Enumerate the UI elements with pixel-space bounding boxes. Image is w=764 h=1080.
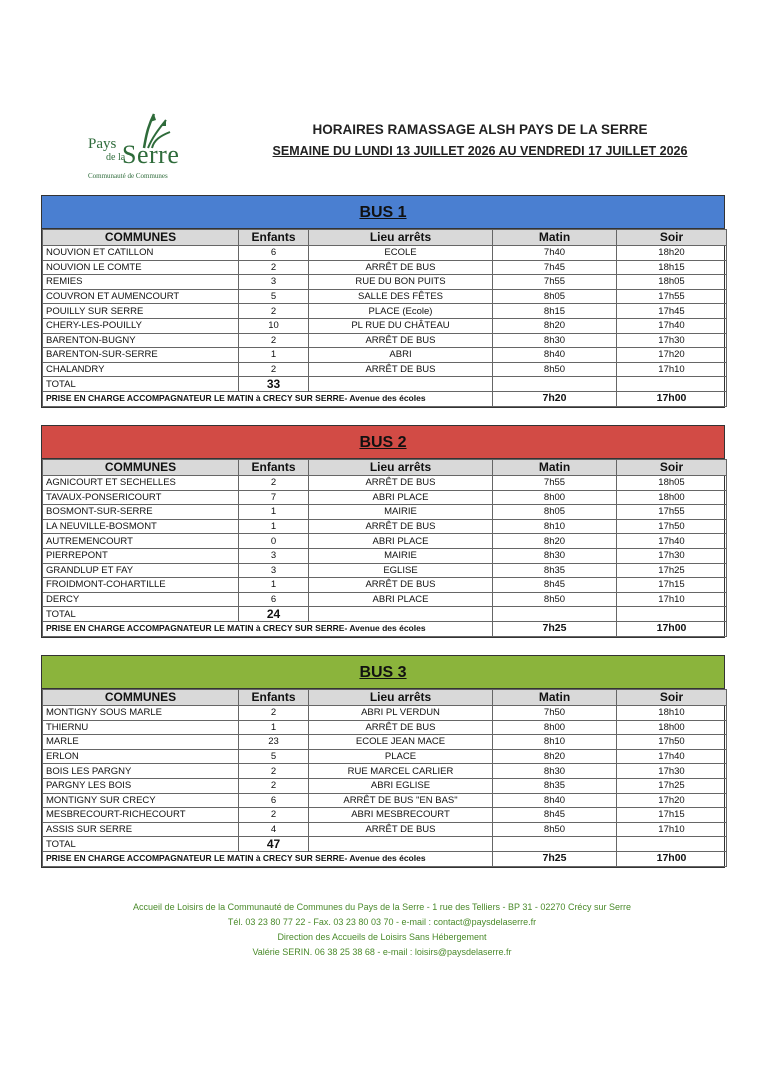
enfants-cell: 1 <box>239 578 309 593</box>
matin-cell: 8h45 <box>493 578 617 593</box>
page-title: HORAIRES RAMASSAGE ALSH PAYS DE LA SERRE <box>312 122 648 137</box>
table-row <box>43 260 727 275</box>
lieu-cell: ARRÊT DE BUS <box>309 260 493 275</box>
empty-cell <box>617 607 727 622</box>
lieu-cell: RUE MARCEL CARLIER <box>309 764 493 779</box>
commune-cell: REMIES <box>43 275 239 290</box>
lieu-cell: ECOLE JEAN MACE <box>309 735 493 750</box>
total-label: TOTAL <box>43 377 239 392</box>
enfants-cell: 2 <box>239 778 309 793</box>
lieu-cell: ARRÊT DE BUS <box>309 519 493 534</box>
soir-cell: 17h30 <box>617 333 727 348</box>
table-row <box>43 578 727 593</box>
lieu-cell: ABRI EGLISE <box>309 778 493 793</box>
table-row <box>43 318 727 333</box>
soir-cell: 18h15 <box>617 260 727 275</box>
table-row <box>43 333 727 348</box>
table-row <box>43 764 727 779</box>
matin-cell: 8h40 <box>493 793 617 808</box>
lieu-cell: EGLISE <box>309 563 493 578</box>
matin-cell: 8h30 <box>493 548 617 563</box>
lieu-cell: ARRÊT DE BUS <box>309 476 493 491</box>
soir-cell: 17h55 <box>617 505 727 520</box>
commune-cell: NOUVION ET CATILLON <box>43 246 239 261</box>
bus-header <box>42 426 724 459</box>
bus-header <box>42 656 724 689</box>
table-row <box>43 289 727 304</box>
enfants-cell: 6 <box>239 793 309 808</box>
total-value: 33 <box>239 377 309 392</box>
table-row <box>43 548 727 563</box>
enfants-cell: 3 <box>239 548 309 563</box>
column-header: COMMUNES <box>43 230 239 246</box>
column-header: Lieu arrêts <box>309 690 493 706</box>
commune-cell: PARGNY LES BOIS <box>43 778 239 793</box>
matin-cell: 8h10 <box>493 519 617 534</box>
matin-cell: 8h50 <box>493 822 617 837</box>
soir-cell: 17h40 <box>617 749 727 764</box>
empty-cell <box>493 377 617 392</box>
commune-cell: LA NEUVILLE-BOSMONT <box>43 519 239 534</box>
table-row <box>43 519 727 534</box>
matin-cell: 7h55 <box>493 476 617 491</box>
empty-cell <box>493 837 617 852</box>
enfants-cell: 3 <box>239 563 309 578</box>
table-row <box>43 490 727 505</box>
matin-cell: 8h00 <box>493 720 617 735</box>
enfants-cell: 6 <box>239 592 309 607</box>
logo-subtitle: Communauté de Communes <box>88 172 168 180</box>
matin-cell: 8h35 <box>493 778 617 793</box>
matin-cell: 8h05 <box>493 289 617 304</box>
total-row <box>43 607 727 622</box>
total-value: 24 <box>239 607 309 622</box>
prise-label: PRISE EN CHARGE ACCOMPAGNATEUR LE MATIN à CRECY SUR SERRE- Avenue des écoles <box>43 391 493 406</box>
lieu-cell: ABRI PLACE <box>309 592 493 607</box>
matin-cell: 8h20 <box>493 534 617 549</box>
enfants-cell: 2 <box>239 808 309 823</box>
total-value: 47 <box>239 837 309 852</box>
prise-matin: 7h20 <box>493 391 617 406</box>
column-header: Enfants <box>239 690 309 706</box>
soir-cell: 18h00 <box>617 490 727 505</box>
soir-cell: 18h20 <box>617 246 727 261</box>
bus-name: BUS 2 <box>359 434 407 451</box>
table-row <box>43 275 727 290</box>
column-header: Matin <box>493 690 617 706</box>
table-row <box>43 362 727 377</box>
enfants-cell: 5 <box>239 289 309 304</box>
matin-cell: 8h10 <box>493 735 617 750</box>
enfants-cell: 10 <box>239 318 309 333</box>
logo-text-dela: de la <box>106 152 126 163</box>
column-header: Matin <box>493 460 617 476</box>
matin-cell: 7h45 <box>493 260 617 275</box>
soir-cell: 17h15 <box>617 808 727 823</box>
table-row <box>43 749 727 764</box>
column-header: Soir <box>617 230 727 246</box>
commune-cell: FROIDMONT-COHARTILLE <box>43 578 239 593</box>
table-row <box>43 822 727 837</box>
enfants-cell: 0 <box>239 534 309 549</box>
prise-matin: 7h25 <box>493 851 617 866</box>
soir-cell: 17h25 <box>617 778 727 793</box>
matin-cell: 8h20 <box>493 318 617 333</box>
lieu-cell: ARRÊT DE BUS <box>309 333 493 348</box>
footer <box>60 900 704 960</box>
soir-cell: 17h10 <box>617 822 727 837</box>
bus-table-3 <box>41 655 725 868</box>
table-row <box>43 505 727 520</box>
enfants-cell: 5 <box>239 749 309 764</box>
footer-address: Accueil de Loisirs de la Communauté de Communes du Pays de la Serre - 1 rue des Telliers - BP 31 - 02270 Crécy sur Serre <box>133 902 631 912</box>
soir-cell: 17h30 <box>617 548 727 563</box>
header <box>260 122 700 158</box>
lieu-cell: SALLE DES FÊTES <box>309 289 493 304</box>
bus-name: BUS 1 <box>359 204 407 221</box>
column-header: COMMUNES <box>43 460 239 476</box>
table-row <box>43 246 727 261</box>
enfants-cell: 2 <box>239 304 309 319</box>
enfants-cell: 2 <box>239 362 309 377</box>
soir-cell: 18h05 <box>617 275 727 290</box>
empty-cell <box>617 377 727 392</box>
prise-label: PRISE EN CHARGE ACCOMPAGNATEUR LE MATIN à CRECY SUR SERRE- Avenue des écoles <box>43 621 493 636</box>
commune-cell: ASSIS SUR SERRE <box>43 822 239 837</box>
prise-en-charge-row <box>43 851 727 866</box>
table-row <box>43 735 727 750</box>
table-row <box>43 304 727 319</box>
commune-cell: ERLON <box>43 749 239 764</box>
table-row <box>43 778 727 793</box>
commune-cell: GRANDLUP ET FAY <box>43 563 239 578</box>
matin-cell: 8h50 <box>493 362 617 377</box>
lieu-cell: ARRÊT DE BUS <box>309 362 493 377</box>
commune-cell: MONTIGNY SUR CRECY <box>43 793 239 808</box>
enfants-cell: 2 <box>239 706 309 721</box>
lieu-cell: ARRÊT DE BUS <box>309 720 493 735</box>
soir-cell: 17h40 <box>617 534 727 549</box>
soir-cell: 18h10 <box>617 706 727 721</box>
enfants-cell: 6 <box>239 246 309 261</box>
commune-cell: NOUVION LE COMTE <box>43 260 239 275</box>
soir-cell: 17h10 <box>617 362 727 377</box>
bus-name: BUS 3 <box>359 664 407 681</box>
matin-cell: 8h05 <box>493 505 617 520</box>
table-row <box>43 563 727 578</box>
empty-cell <box>493 607 617 622</box>
table-header-row <box>43 230 727 246</box>
column-header: COMMUNES <box>43 690 239 706</box>
soir-cell: 17h20 <box>617 348 727 363</box>
soir-cell: 17h25 <box>617 563 727 578</box>
empty-cell <box>309 377 493 392</box>
table-row <box>43 348 727 363</box>
soir-cell: 17h15 <box>617 578 727 593</box>
enfants-cell: 23 <box>239 735 309 750</box>
column-header: Lieu arrêts <box>309 460 493 476</box>
commune-cell: PIERREPONT <box>43 548 239 563</box>
enfants-cell: 2 <box>239 333 309 348</box>
column-header: Enfants <box>239 460 309 476</box>
lieu-cell: ABRI PLACE <box>309 534 493 549</box>
lieu-cell: MAIRIE <box>309 505 493 520</box>
commune-cell: THIERNU <box>43 720 239 735</box>
commune-cell: MONTIGNY SOUS MARLE <box>43 706 239 721</box>
table-row <box>43 476 727 491</box>
prise-soir: 17h00 <box>617 851 727 866</box>
matin-cell: 8h35 <box>493 563 617 578</box>
lieu-cell: ARRÊT DE BUS <box>309 822 493 837</box>
lieu-cell: MAIRIE <box>309 548 493 563</box>
commune-cell: MESBRECOURT-RICHECOURT <box>43 808 239 823</box>
commune-cell: BOSMONT-SUR-SERRE <box>43 505 239 520</box>
commune-cell: TAVAUX-PONSERICOURT <box>43 490 239 505</box>
enfants-cell: 2 <box>239 476 309 491</box>
logo-text-serre: Serre <box>122 140 180 169</box>
soir-cell: 17h10 <box>617 592 727 607</box>
soir-cell: 17h55 <box>617 289 727 304</box>
commune-cell: CHALANDRY <box>43 362 239 377</box>
table-row <box>43 534 727 549</box>
enfants-cell: 1 <box>239 720 309 735</box>
table-header-row <box>43 690 727 706</box>
lieu-cell: ABRI PL VERDUN <box>309 706 493 721</box>
soir-cell: 17h30 <box>617 764 727 779</box>
footer-direction: Direction des Accueils de Loisirs Sans Hébergement <box>277 932 487 942</box>
matin-cell: 8h45 <box>493 808 617 823</box>
soir-cell: 17h20 <box>617 793 727 808</box>
enfants-cell: 3 <box>239 275 309 290</box>
matin-cell: 8h40 <box>493 348 617 363</box>
column-header: Matin <box>493 230 617 246</box>
enfants-cell: 2 <box>239 764 309 779</box>
total-row <box>43 837 727 852</box>
matin-cell: 7h40 <box>493 246 617 261</box>
footer-responsable: Valérie SERIN. 06 38 25 38 68 - e-mail : loisirs@paysdelaserre.fr <box>252 947 512 957</box>
bus-table-1 <box>41 195 725 408</box>
matin-cell: 8h30 <box>493 764 617 779</box>
logo-text-pays: Pays <box>88 136 117 152</box>
matin-cell: 8h20 <box>493 749 617 764</box>
bus-schedule-table <box>42 459 727 637</box>
bus-table-2 <box>41 425 725 638</box>
empty-cell <box>309 607 493 622</box>
commune-cell: COUVRON ET AUMENCOURT <box>43 289 239 304</box>
bus-header <box>42 196 724 229</box>
lieu-cell: ARRÊT DE BUS <box>309 578 493 593</box>
commune-cell: CHERY-LES-POUILLY <box>43 318 239 333</box>
total-row <box>43 377 727 392</box>
bus-schedule-table <box>42 689 727 867</box>
lieu-cell: ABRI PLACE <box>309 490 493 505</box>
prise-soir: 17h00 <box>617 621 727 636</box>
enfants-cell: 1 <box>239 505 309 520</box>
soir-cell: 17h40 <box>617 318 727 333</box>
commune-cell: MARLE <box>43 735 239 750</box>
commune-cell: BARENTON-BUGNY <box>43 333 239 348</box>
prise-label: PRISE EN CHARGE ACCOMPAGNATEUR LE MATIN à CRECY SUR SERRE- Avenue des écoles <box>43 851 493 866</box>
soir-cell: 17h50 <box>617 735 727 750</box>
total-label: TOTAL <box>43 837 239 852</box>
lieu-cell: ECOLE <box>309 246 493 261</box>
bus-schedule-table <box>42 229 727 407</box>
soir-cell: 17h50 <box>617 519 727 534</box>
commune-cell: AGNICOURT ET SECHELLES <box>43 476 239 491</box>
column-header: Soir <box>617 690 727 706</box>
matin-cell: 8h30 <box>493 333 617 348</box>
commune-cell: DERCY <box>43 592 239 607</box>
column-header: Soir <box>617 460 727 476</box>
prise-en-charge-row <box>43 621 727 636</box>
soir-cell: 17h45 <box>617 304 727 319</box>
commune-cell: BARENTON-SUR-SERRE <box>43 348 239 363</box>
lieu-cell: ABRI MESBRECOURT <box>309 808 493 823</box>
lieu-cell: ABRI <box>309 348 493 363</box>
table-row <box>43 592 727 607</box>
matin-cell: 7h55 <box>493 275 617 290</box>
table-header-row <box>43 460 727 476</box>
logo <box>84 110 194 180</box>
matin-cell: 8h50 <box>493 592 617 607</box>
lieu-cell: RUE DU BON PUITS <box>309 275 493 290</box>
commune-cell: POUILLY SUR SERRE <box>43 304 239 319</box>
commune-cell: BOIS LES PARGNY <box>43 764 239 779</box>
matin-cell: 7h50 <box>493 706 617 721</box>
enfants-cell: 2 <box>239 260 309 275</box>
lieu-cell: PLACE (Ecole) <box>309 304 493 319</box>
footer-contact: Tél. 03 23 80 77 22 - Fax. 03 23 80 03 70 - e-mail : contact@paysdelaserre.fr <box>227 917 537 927</box>
matin-cell: 8h15 <box>493 304 617 319</box>
enfants-cell: 7 <box>239 490 309 505</box>
empty-cell <box>309 837 493 852</box>
prise-matin: 7h25 <box>493 621 617 636</box>
soir-cell: 18h00 <box>617 720 727 735</box>
empty-cell <box>617 837 727 852</box>
table-row <box>43 720 727 735</box>
soir-cell: 18h05 <box>617 476 727 491</box>
prise-soir: 17h00 <box>617 391 727 406</box>
enfants-cell: 1 <box>239 519 309 534</box>
column-header: Lieu arrêts <box>309 230 493 246</box>
total-label: TOTAL <box>43 607 239 622</box>
lieu-cell: ARRÊT DE BUS "EN BAS" <box>309 793 493 808</box>
lieu-cell: PL RUE DU CHÂTEAU <box>309 318 493 333</box>
commune-cell: AUTREMENCOURT <box>43 534 239 549</box>
matin-cell: 8h00 <box>493 490 617 505</box>
table-row <box>43 793 727 808</box>
prise-en-charge-row <box>43 391 727 406</box>
lieu-cell: PLACE <box>309 749 493 764</box>
table-row <box>43 706 727 721</box>
column-header: Enfants <box>239 230 309 246</box>
page-subtitle: SEMAINE DU LUNDI 13 JUILLET 2026 AU VENDREDI 17 JUILLET 2026 <box>272 144 688 158</box>
enfants-cell: 1 <box>239 348 309 363</box>
table-row <box>43 808 727 823</box>
enfants-cell: 4 <box>239 822 309 837</box>
